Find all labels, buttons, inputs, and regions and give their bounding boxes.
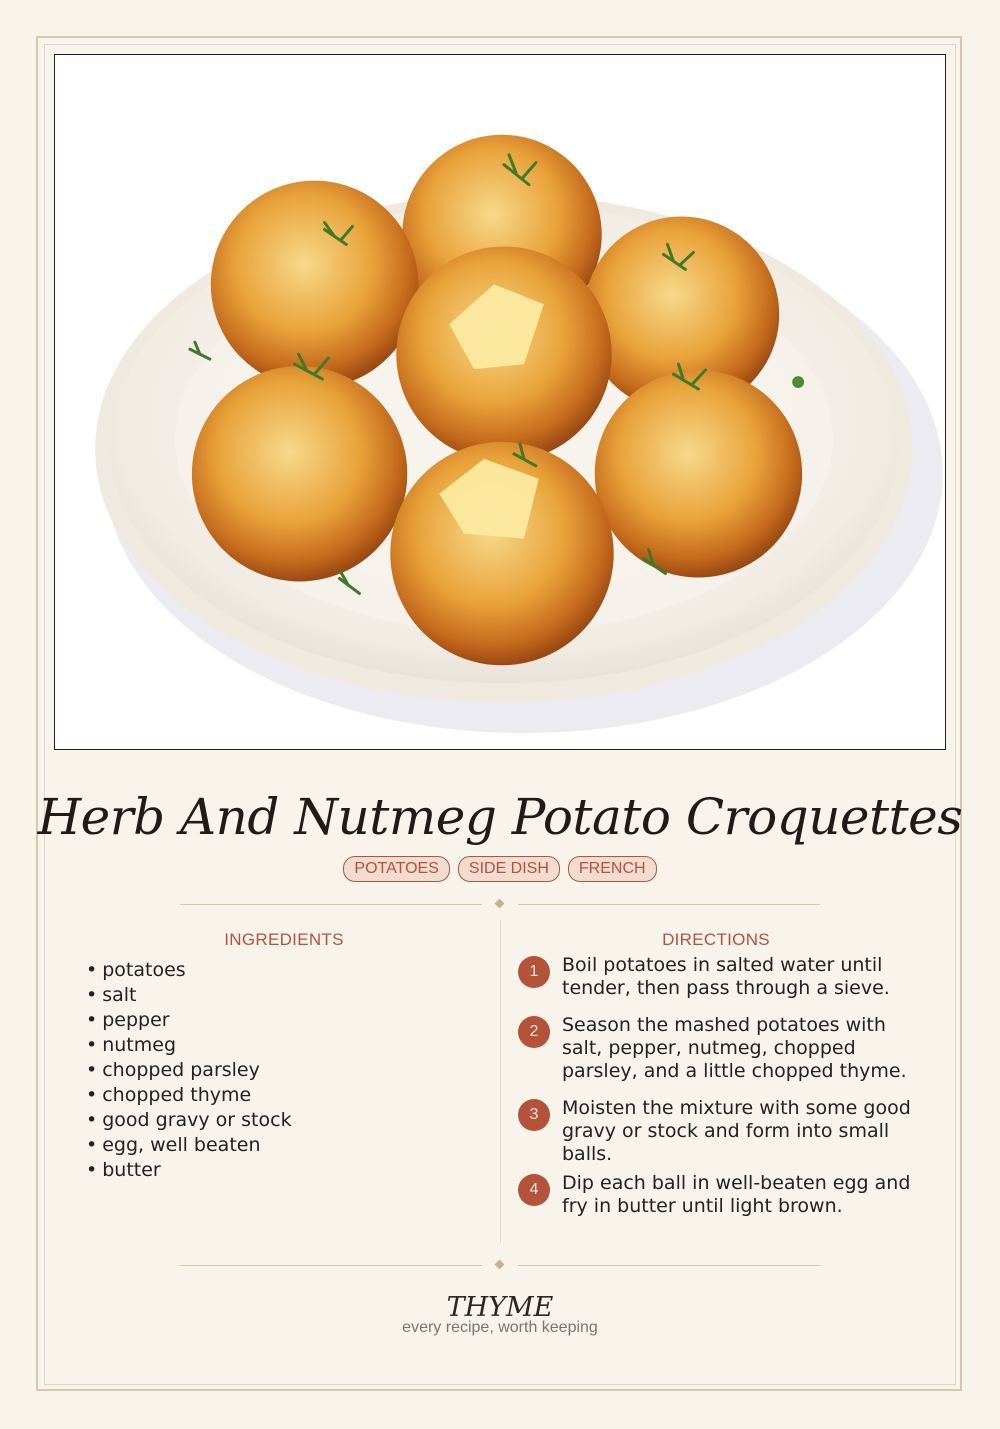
step-number-badge: 2 [518,1016,550,1048]
step-number-badge: 1 [518,956,550,988]
ingredients-heading: INGREDIENTS [224,930,344,949]
ingredient-list [86,958,292,1183]
tag-list [0,856,1000,882]
diamond-ornament-icon [495,899,505,909]
diamond-ornament-icon [495,1260,505,1270]
tag-french[interactable]: FRENCH [568,856,657,882]
step-number-badge: 3 [518,1099,550,1131]
recipe-title: Herb And Nutmeg Potato Croquettes [37,788,963,846]
step-text: Boil potatoes in salted water until tender, then pass through a sieve. [562,954,890,999]
list-item: • butter [86,1159,161,1181]
list-item: • pepper [86,1009,170,1031]
tag-potatoes[interactable]: POTATOES [343,856,449,882]
list-item: • good gravy or stock [86,1109,292,1131]
tag-side-dish[interactable]: SIDE DISH [458,856,560,882]
brand-name: THYME [446,1292,554,1323]
divider-bottom [180,1261,820,1271]
list-item: • salt [86,984,137,1006]
list-item: • potatoes [86,959,186,981]
divider-top [180,900,820,910]
list-item: • nutmeg [86,1034,177,1056]
step-text: Moisten the mixture with some good gravy or stock and form into small balls. [562,1097,911,1165]
step-number-badge: 4 [518,1174,550,1206]
recipe-photo [54,54,946,750]
column-divider [500,920,501,1242]
list-item: • chopped thyme [86,1084,252,1106]
list-item: • egg, well beaten [86,1134,261,1156]
list-item: • chopped parsley [86,1059,260,1081]
brand-tagline: every recipe, worth keeping [402,1319,598,1336]
directions-heading: DIRECTIONS [662,930,770,949]
step-text: Dip each ball in well-beaten egg and fry in butter until light brown. [562,1172,911,1217]
step-text: Season the mashed potatoes with salt, pepper, nutmeg, chopped parsley, and a little chopped thyme. [562,1014,907,1082]
